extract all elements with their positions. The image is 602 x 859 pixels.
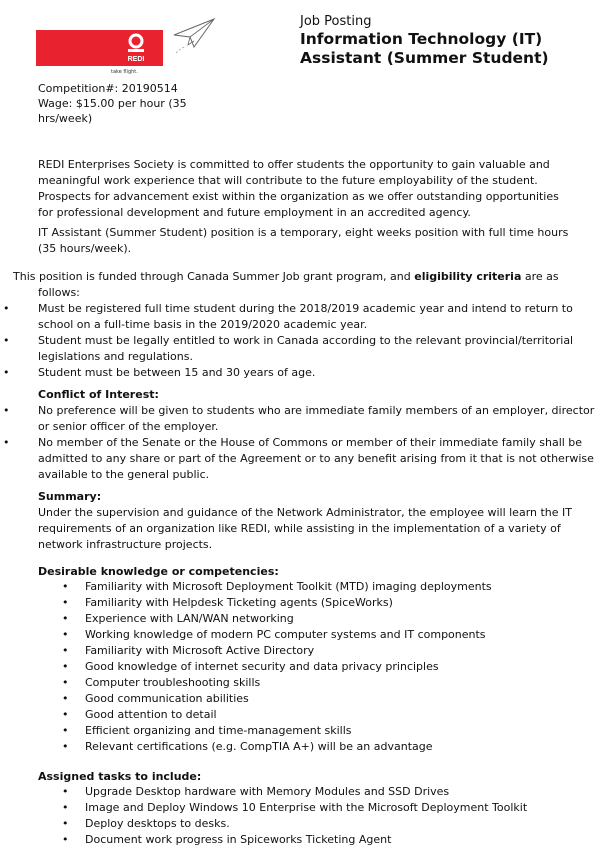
list-item: • Upgrade Desktop hardware with Memory Modules and SSD Drives xyxy=(85,784,595,800)
tasks-heading: Assigned tasks to include: xyxy=(38,770,202,783)
list-item: • No preference will be given to students who are immediate family members of an employer, director or senior officer of the employer. xyxy=(38,403,596,435)
list-item: • Familiarity with Microsoft Deployment Toolkit (MTD) imaging deployments xyxy=(85,579,595,595)
eligibility-criteria-text: eligibility criteria xyxy=(414,270,522,283)
logo-tagline: take flight. xyxy=(111,69,138,75)
list-item: • Good attention to detail xyxy=(85,707,595,723)
page-title: Information Technology (IT) Assistant (Summer Student) xyxy=(300,30,549,67)
list-item: • Student must be between 15 and 30 years of age. xyxy=(38,365,596,381)
summary-text: Under the supervision and guidance of the Network Administrator, the employee will learn the IT requirements of an organization like REDI, while assisting in the implementation of a variety of network infrastructure projects. xyxy=(38,506,573,551)
posting-label: Job Posting xyxy=(300,14,372,29)
eligibility-lead: This position is funded through Canada Summer Job grant program, and eligibility criteria are as follows: xyxy=(13,270,559,299)
tasks-list xyxy=(85,784,595,848)
summary-heading: Summary: xyxy=(38,490,102,503)
list-item: • Good communication abilities xyxy=(85,691,595,707)
paper-plane-icon xyxy=(170,13,218,61)
list-item: • Deploy desktops to desks. xyxy=(85,816,595,832)
redi-logo xyxy=(36,30,163,66)
list-item: • Image and Deploy Windows 10 Enterprise with the Microsoft Deployment Toolkit xyxy=(85,800,595,816)
list-item: • Efficient organizing and time-management skills xyxy=(85,723,595,739)
competencies-list xyxy=(85,579,595,755)
eligibility-section xyxy=(13,269,588,301)
conflict-list xyxy=(38,403,596,483)
conflict-heading: Conflict of Interest: xyxy=(38,388,159,401)
competition-number: Competition#: 20190514 xyxy=(38,82,178,95)
list-item: • Good knowledge of internet security and data privacy principles xyxy=(85,659,595,675)
list-item: • Must be registered full time student during the 2018/2019 academic year and intend to return to school on a full-time basis in the 2019/2020 academic year. xyxy=(38,301,596,333)
posting-meta xyxy=(38,81,203,126)
list-item: • Familiarity with Microsoft Active Directory xyxy=(85,643,595,659)
logo-mark-icon xyxy=(125,33,147,63)
position-paragraph: IT Assistant (Summer Student) position is a temporary, eight weeks position with full time hours (35 hours/week). xyxy=(38,226,569,255)
list-item: • No member of the Senate or the House of Commons or member of their immediate family shall be admitted to any share or part of the Agreement or to any benefit arising from it that is not otherwise available to the general public. xyxy=(38,435,596,483)
competencies-heading: Desirable knowledge or competencies: xyxy=(38,565,279,578)
list-item: • Familiarity with Helpdesk Ticketing agents (SpiceWorks) xyxy=(85,595,595,611)
intro-paragraph: REDI Enterprises Society is committed to offer students the opportunity to gain valuable and meaningful work experience that will contribute to the future employability of the student. Prospects for advancement exist within the organization as we offer outstanding opportunities for professional development and future employment in an accredited agency. xyxy=(38,158,559,219)
list-item: • Computer troubleshooting skills xyxy=(85,675,595,691)
eligibility-list xyxy=(38,301,596,381)
list-item: • Relevant certifications (e.g. CompTIA A+) will be an advantage xyxy=(85,739,595,755)
list-item: • Working knowledge of modern PC computer systems and IT components xyxy=(85,627,595,643)
logo-text: REDI xyxy=(127,56,145,63)
wage: Wage: $15.00 per hour (35 hrs/week) xyxy=(38,97,187,125)
list-item: • Document work progress in Spiceworks Ticketing Agent xyxy=(85,832,595,848)
list-item: • Experience with LAN/WAN networking xyxy=(85,611,595,627)
list-item: • Student must be legally entitled to work in Canada according to the relevant provincial/territorial legislations and regulations. xyxy=(38,333,596,365)
